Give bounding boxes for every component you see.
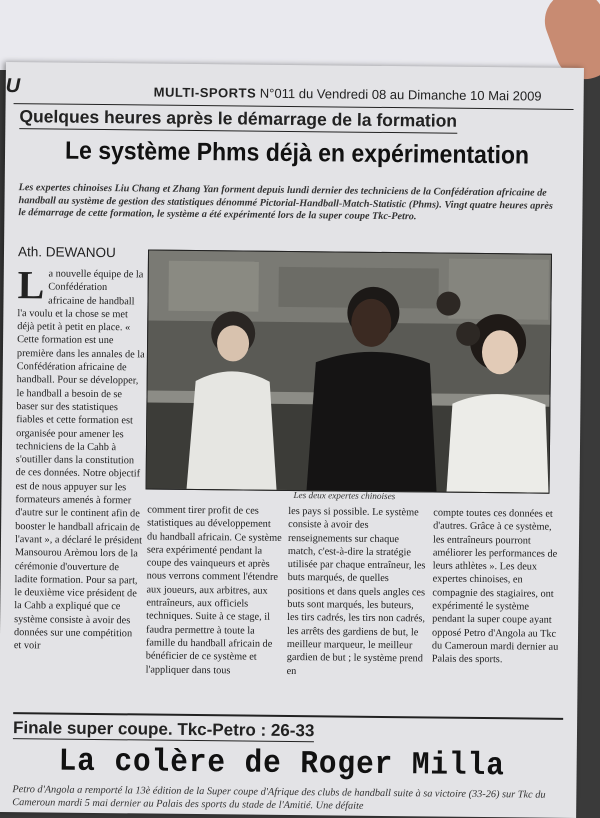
publication-line — [154, 85, 542, 104]
drop-cap: L — [17, 262, 45, 308]
article-kicker: Quelques heures après le démarrage de la formation — [19, 106, 457, 134]
article2-lead: Petro d'Angola a remporté la 13è édition de la Super coupe d'Afrique des clubs de handball suite à sa victoire (33-26) sur Tkc du Cameroun mardi 5 mai dernier au Palais des sports du stade de l'Amitié. Une défaite — [12, 784, 546, 812]
article-byline: Ath. DEWANOU — [17, 244, 116, 261]
article-column-1 — [13, 262, 146, 654]
article2-headline: La colère de Roger Milla — [58, 742, 505, 785]
article-photo — [146, 249, 552, 493]
article2-kicker: Finale super coupe. Tkc-Petro : 26-33 — [12, 718, 315, 741]
newspaper-page — [0, 62, 584, 818]
article-chapeau: Les expertes chinoises Liu Chang et Zhang Yan forment depuis lundi dernier des techniciens de la Confédération africaine de handball au système de gestion des statistiques dénommé Pictorial-Handball-Match-Statistic (Phms). Vingt quatre heures après le démarrage de cette formation, le système a été expérimenté lors de la super coupe Tkc-Petro. — [18, 182, 553, 223]
photo-caption: Les deux expertes chinoises — [293, 490, 396, 502]
masthead — [5, 74, 574, 110]
photo-image — [147, 251, 551, 493]
column-1-text: a nouvelle équipe de la Confédération africaine de handball l'a voulu et la chose se met déjà petit à petit en place. « Cette formation est une première dans les annales de la Confédération africaine de handball. Pour se développer, le handball a besoin de se baser sur des statistiques fiables et cette formation est organisée pour amener les techniciens de la Cahb à s'outiller dans la constitution de ces données. Notre objectif est de nous appuyer sur les formateurs amenés à former d'autre sur le continent afin de booster le handball africain de l'avant », a déclaré le président Mansourou Arèmou lors de la cérémonie d'ouverture de ladite formation. Pour sa part, le deuxième vice président de la Cahb a expliqué que ce système consiste à avoir des données sur une compétition et voir — [13, 268, 145, 652]
article-column-3: les pays si possible. Le système consiste à avoir des renseignements sur chaque match, c'est-à-dire la stratégie utilisée par chaque entraîneur, les buts marqués, de quelles positions et dans quels angles ces buts sont marqués, les buteurs, les tirs cadrés, les tirs non cadrés, les arrêts des gardiens de but, le meilleur marqueur, le meilleur gardien de but ; le système prend en — [286, 505, 426, 677]
background-top — [0, 0, 600, 70]
issue-date: N°011 du Vendredi 08 au Dimanche 10 Mai 2009 — [259, 85, 542, 104]
article-column-4: compte toutes ces données et d'autres. Grâce à ce système, les entraîneurs pourront améliorer les performances de leurs athlètes ». Les deux expertes chinoises, en compagnie des stagiaires, ont expérimenté le système pendant la super coupe ayant opposé Petro d'Angola au Tkc du Cameroun mardi dernier au Palais des sports. — [431, 507, 559, 666]
paper-name: MULTI-SPORTS — [153, 84, 257, 101]
masthead-logo: U — [5, 74, 21, 98]
article-headline: Le système Phms déjà en expérimentation — [64, 136, 530, 170]
article-column-2: comment tirer profit de ces statistiques au développement du handball africain. Ce système sera expérimenté pendant la coupe des vainqueurs et après nous verrons comment l'étendre aux joueurs, aux arbitres, aux entraîneurs, aux officiels techniques. Suite à ce stage, il faudra permettre à toute la famille du handball africain de bénéficier de ce système et l'appliquer dans tous — [145, 504, 282, 676]
